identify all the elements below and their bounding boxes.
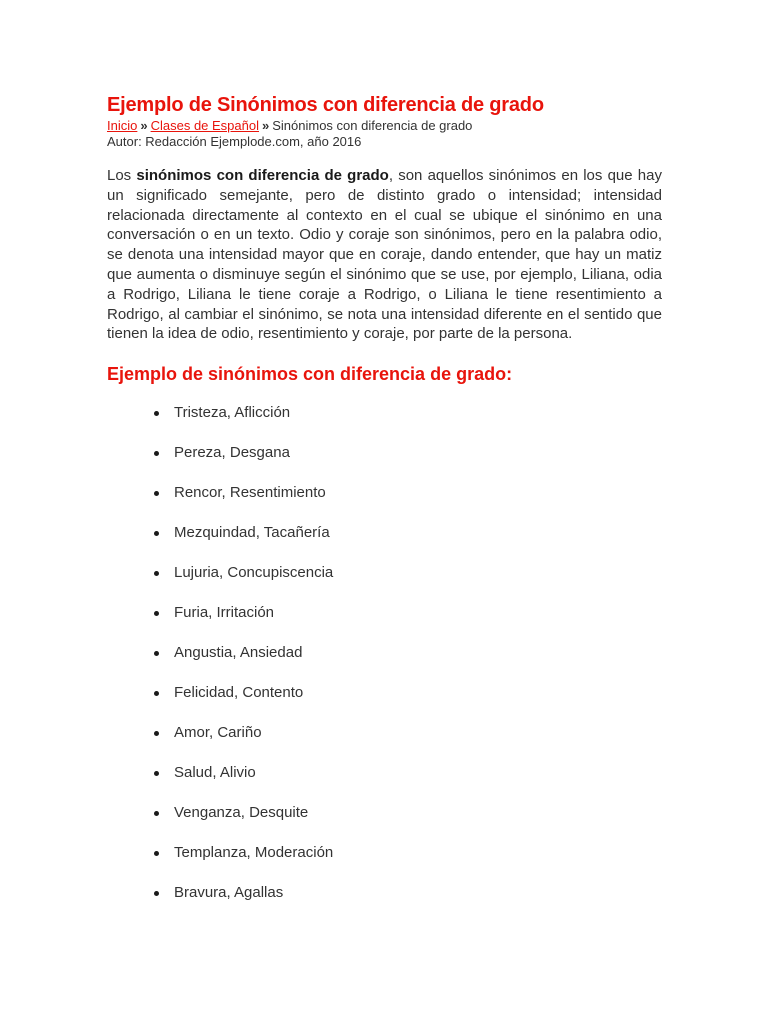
breadcrumb-separator: » [140,118,148,133]
bullet-icon [154,691,159,696]
list-item [107,763,662,803]
list-item-text: Felicidad, Contento [174,684,304,702]
bullet-icon [154,651,159,656]
examples-list [107,403,662,923]
list-item-text: Pereza, Desgana [174,444,290,462]
list-item-text: Venganza, Desquite [174,804,309,822]
list-item [107,643,662,683]
section-heading: Ejemplo de sinónimos con diferencia de grado: [107,364,513,385]
breadcrumb-category-link[interactable]: Clases de Español [150,118,259,133]
bullet-icon [154,771,159,776]
list-item-text: Amor, Cariño [174,724,262,742]
bullet-icon [154,611,159,616]
list-item [107,563,662,603]
list-item-text: Salud, Alivio [174,764,256,782]
list-item [107,483,662,523]
list-item-text: Templanza, Moderación [174,844,334,862]
bullet-icon [154,731,159,736]
breadcrumb [107,118,662,134]
bullet-icon [154,891,159,896]
bullet-icon [154,571,159,576]
article [107,92,662,923]
list-item [107,443,662,483]
bullet-icon [154,811,159,816]
list-item-text: Tristeza, Aflicción [174,404,291,422]
breadcrumb-current: Sinónimos con diferencia de grado [272,118,473,133]
list-item-text: Angustia, Ansiedad [174,644,303,662]
list-item [107,603,662,643]
bullet-icon [154,451,159,456]
list-item [107,883,662,923]
intro-paragraph [107,166,662,344]
bullet-icon [154,411,159,416]
list-item-text: Mezquindad, Tacañería [174,524,330,542]
list-item [107,523,662,563]
list-item [107,683,662,723]
bullet-icon [154,851,159,856]
intro-body: , son aquellos sinónimos en los que hay un significado semejante, pero de distinto grado o intensidad; intensidad relacionada directamente al contexto en el cual se ubique el sinónimo en una conversación o en un texto. Odio y coraje son sinónimos, pero en la palabra odio, se denota una intensidad mayor que en coraje, dando entender, que hay un matiz que aumenta o disminuye según el sinónimo que se use, por ejemplo, Liliana, odia a Rodrigo, Liliana le tiene coraje a Rodrigo, o Liliana le tiene resentimiento a Rodrigo, al cambiar el sinónimo, se nota una intensidad diferente en el sentido que tienen la idea de odio, resentimiento y coraje, por parte de la persona. [107,167,662,343]
bullet-icon [154,531,159,536]
list-item [107,843,662,883]
page-title: Ejemplo de Sinónimos con diferencia de grado [107,94,544,116]
intro-lead: Los [107,167,137,184]
list-item-text: Rencor, Resentimiento [174,484,326,502]
list-item-text: Lujuria, Concupiscencia [174,564,334,582]
list-item [107,723,662,763]
intro-highlight: sinónimos con diferencia de grado [136,167,389,184]
breadcrumb-home-link[interactable]: Inicio [107,118,138,133]
list-item-text: Furia, Irritación [174,604,275,622]
breadcrumb-separator: » [262,118,270,133]
bullet-icon [154,491,159,496]
list-item-text: Bravura, Agallas [174,884,284,902]
list-item [107,803,662,843]
list-item [107,403,662,443]
author-line: Autor: Redacción Ejemplode.com, año 2016 [107,134,362,149]
